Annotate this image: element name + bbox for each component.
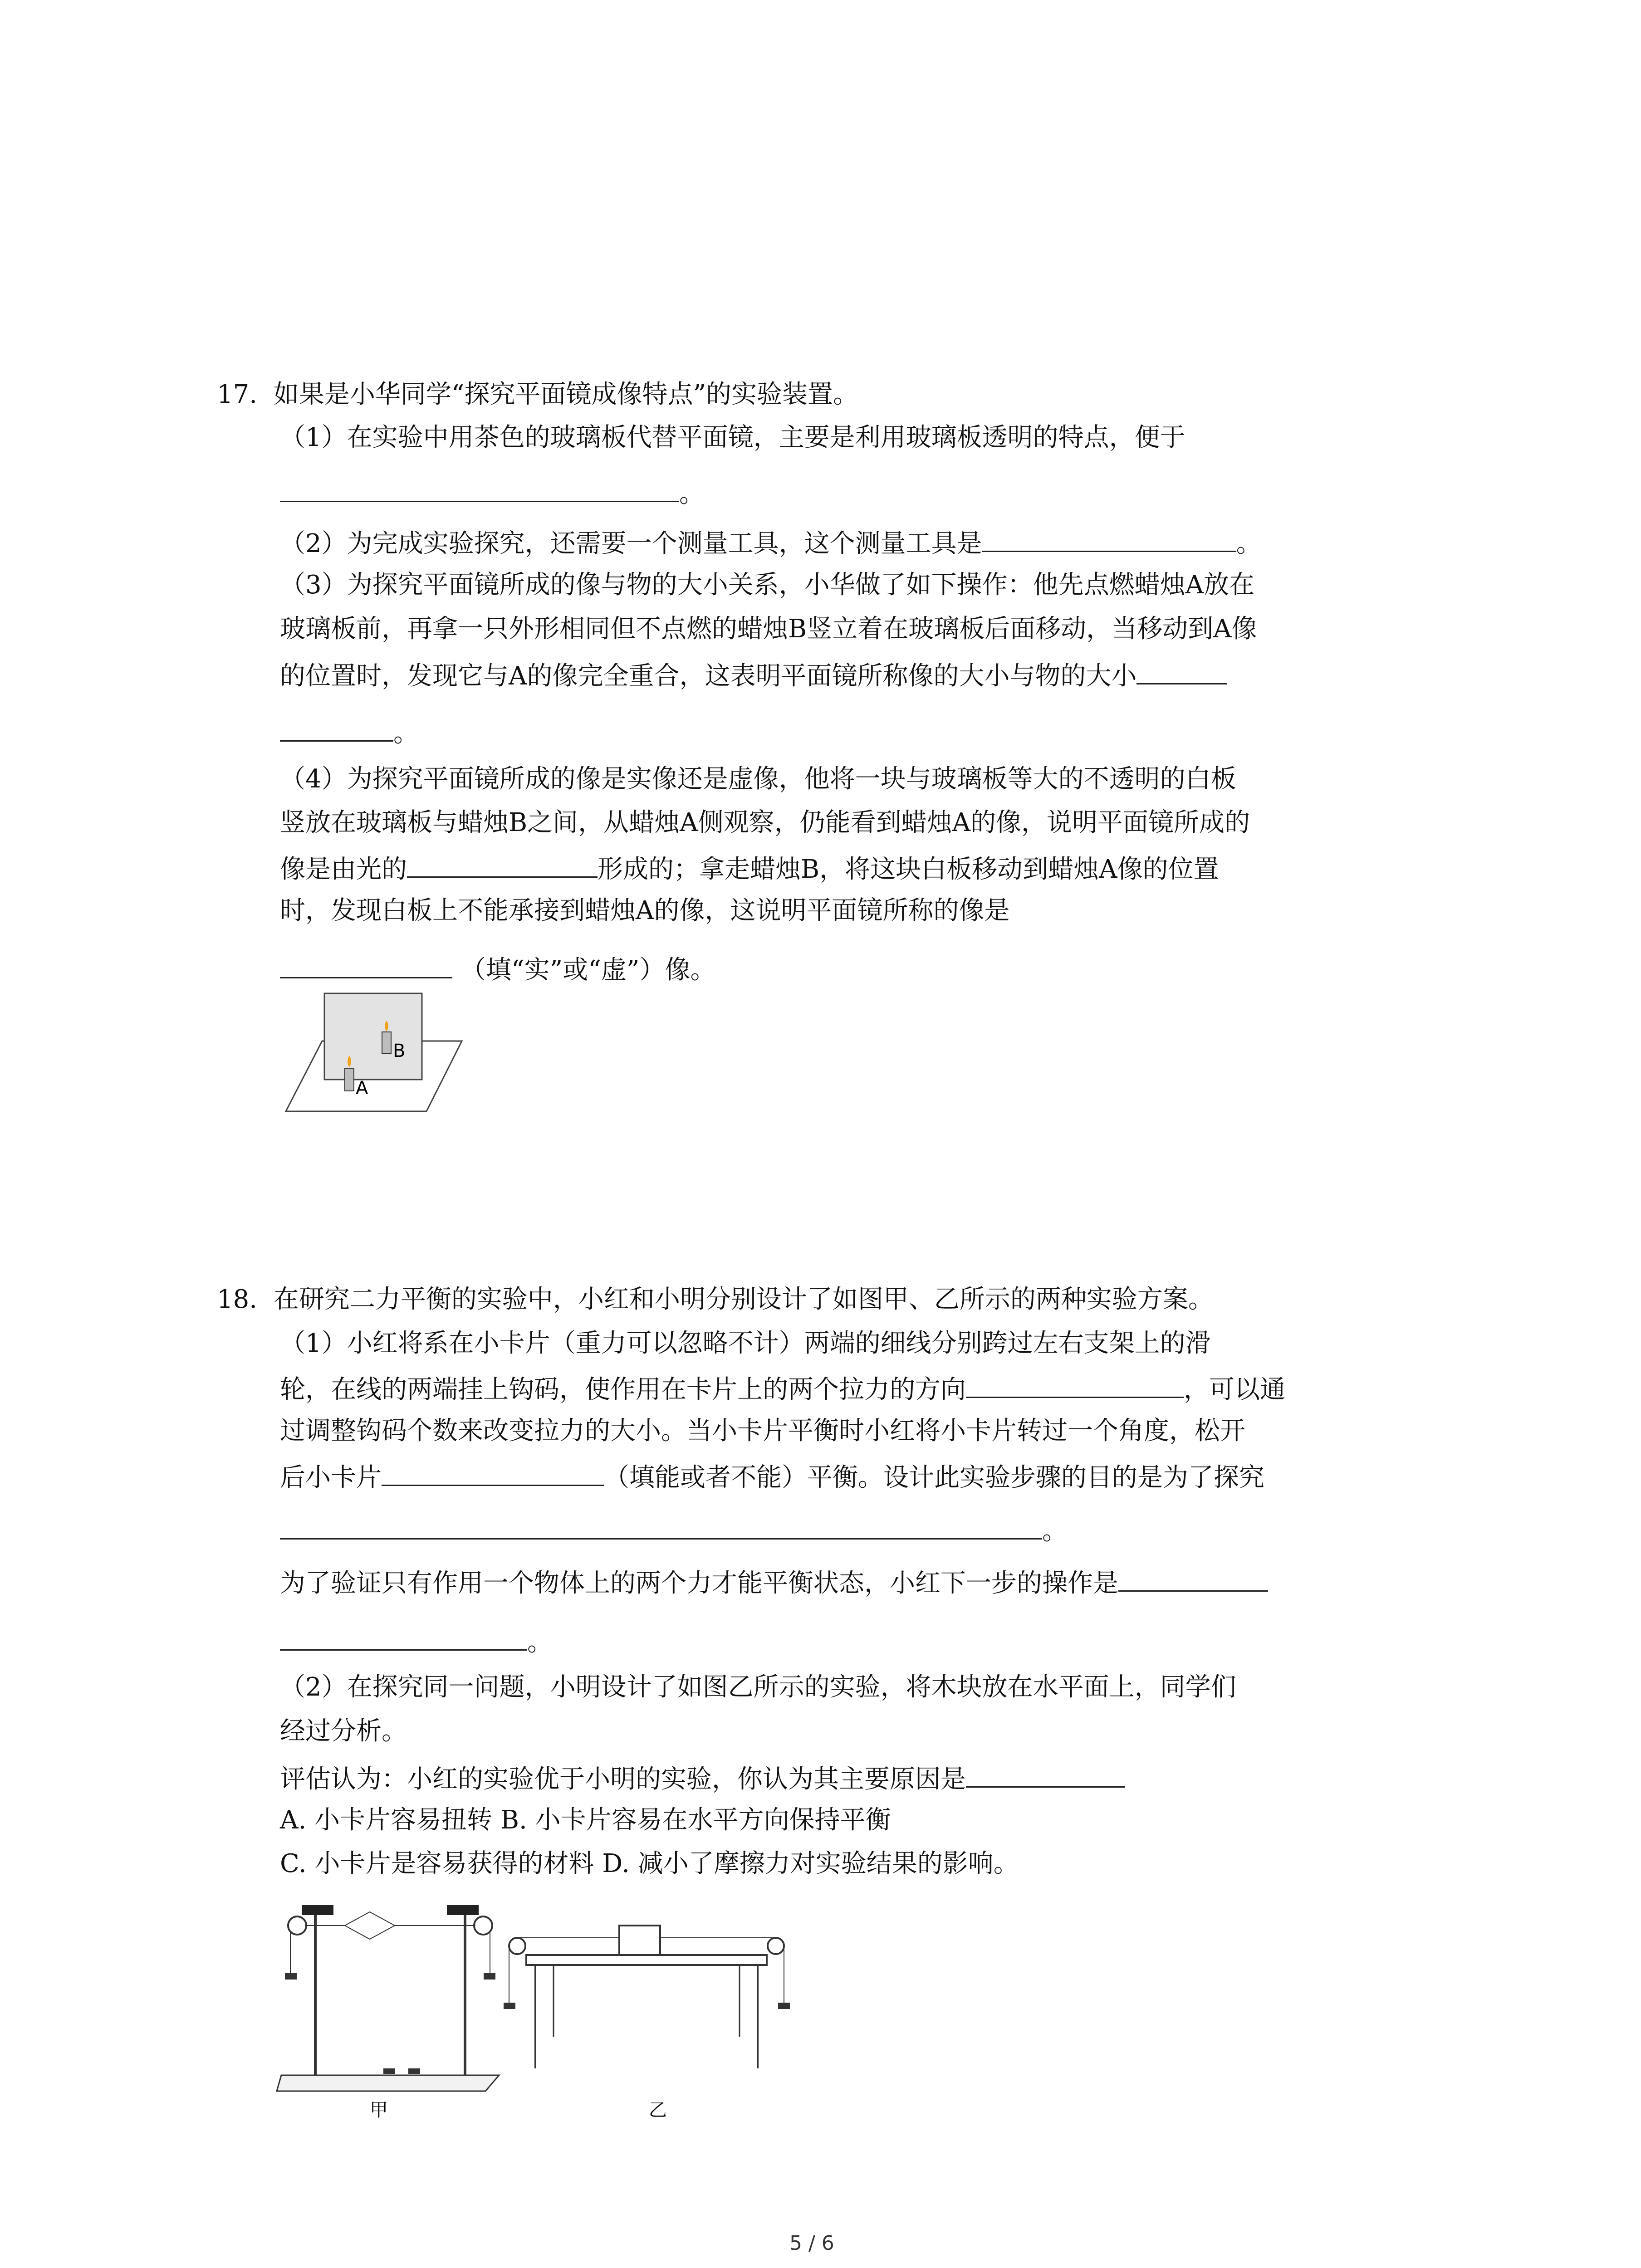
q18-stem-line xyxy=(217,1284,1214,1315)
q18-option-cd: C. 小卡片是容易获得的材料 D. 减小了摩擦力对实验结果的影响。 xyxy=(280,1849,1019,1878)
q17-p4-line5: （填“实”或“虚”）像。 xyxy=(280,952,716,986)
q17-p3-line2: 玻璃板前，再拿一只外形相同但不点燃的蜡烛B竖立着在玻璃板后面移动，当移动到A像 xyxy=(280,614,1257,644)
q18-stem: 在研究二力平衡的实验中，小红和小明分别设计了如图甲、乙所示的两种实验方案。 xyxy=(273,1285,1214,1314)
q17-blank-4a[interactable] xyxy=(407,851,598,878)
q18-blank-1[interactable] xyxy=(966,1371,1184,1398)
q17-p2-line: （2）为完成实验探究，还需要一个测量工具，这个测量工具是 。 xyxy=(280,525,1262,560)
q18-p2-line3: 评估认为：小红的实验优于小明的实验，你认为其主要原因是 xyxy=(280,1761,1125,1795)
q17-blank-3b[interactable] xyxy=(280,715,393,742)
q17-p1-line1: （1）在实验中用茶色的玻璃板代替平面镜，主要是利用玻璃板透明的特点，便于 xyxy=(280,423,1185,452)
q18-p1-line2: 轮，在线的两端挂上钩码，使作用在卡片上的两个拉力的方向 ，可以通 xyxy=(280,1371,1285,1406)
q18-blank-2[interactable] xyxy=(382,1459,604,1486)
q17-blank-3a[interactable] xyxy=(1136,658,1227,684)
q18-p2-line2: 经过分析。 xyxy=(280,1716,407,1746)
q18-figure-yi xyxy=(504,1923,794,2123)
q18-p2-line1: （2）在探究同一问题，小明设计了如图乙所示的实验，将木块放在水平面上，同学们 xyxy=(280,1672,1236,1702)
q17-figure-label-b: B xyxy=(393,1041,406,1061)
q18-option-ab: A. 小卡片容易扭转 B. 小卡片容易在水平方向保持平衡 xyxy=(280,1805,891,1835)
q17-p3-line1: （3）为探究平面镜所成的像与物的大小关系，小华做了如下操作：他先点燃蜡烛A放在 xyxy=(280,570,1255,600)
q18-p1-line6: 为了验证只有作用一个物体上的两个力才能平衡状态，小红下一步的操作是 xyxy=(280,1565,1268,1599)
q18-p1-line4: 后小卡片 （填能或者不能）平衡。设计此实验步骤的目的是为了探究 xyxy=(280,1459,1264,1494)
q18-blank-5[interactable] xyxy=(966,1761,1125,1788)
q17-p4-line1: （4）为探究平面镜所成的像是实像还是虚像，他将一块与玻璃板等大的不透明的白板 xyxy=(280,764,1236,794)
q18-p1-line1: （1）小红将系在小卡片（重力可以忽略不计）两端的细线分别跨过左右支架上的滑 xyxy=(280,1329,1211,1358)
q17-blank-4b[interactable] xyxy=(280,952,452,978)
q18-figure-yi-caption: 乙 xyxy=(649,2100,667,2121)
q17-blank-1[interactable] xyxy=(280,475,679,502)
q17-number: 17. xyxy=(217,380,258,409)
q18-blank-3[interactable] xyxy=(280,1513,1042,1540)
q18-number: 18. xyxy=(217,1285,258,1314)
page-number: 5 / 6 xyxy=(789,2232,834,2255)
q18-blank-4b[interactable] xyxy=(280,1624,527,1651)
q17-figure-label-a: A xyxy=(356,1078,368,1099)
q17-blank-2[interactable] xyxy=(982,525,1236,552)
q18-figure-jia-caption: 甲 xyxy=(370,2100,388,2121)
q17-p4-line4: 时，发现白板上不能承接到蜡烛A的像，这说明平面镜所称的像是 xyxy=(280,896,1010,925)
q17-stem: 如果是小华同学“探究平面镜成像特点”的实验装置。 xyxy=(273,380,859,409)
q17-p4-line2: 竖放在玻璃板与蜡烛B之间，从蜡烛A侧观察，仍能看到蜡烛A的像，说明平面镜所成的 xyxy=(280,808,1250,837)
q17-figure-mirror xyxy=(281,989,472,1125)
q18-p1-line5: 。 xyxy=(280,1513,1068,1547)
q17-p3-line3: 的位置时，发现它与A的像完全重合，这表明平面镜所称像的大小与物的大小 xyxy=(280,658,1227,692)
q17-p1-line2: 。 xyxy=(280,475,705,510)
q17-p4-line3: 像是由光的 形成的；拿走蜡烛B，将这块白板移动到蜡烛A像的位置 xyxy=(280,851,1219,885)
q18-figure-jia xyxy=(272,1887,508,2123)
q18-p1-line7: 。 xyxy=(280,1624,553,1658)
q17-p3-line4: 。 xyxy=(280,715,419,749)
q17-stem-line xyxy=(217,379,858,411)
q18-p1-line3: 过调整钩码个数来改变拉力的大小。当小卡片平衡时小红将小卡片转过一个角度，松开 xyxy=(280,1416,1245,1446)
q18-blank-4a[interactable] xyxy=(1118,1565,1268,1592)
